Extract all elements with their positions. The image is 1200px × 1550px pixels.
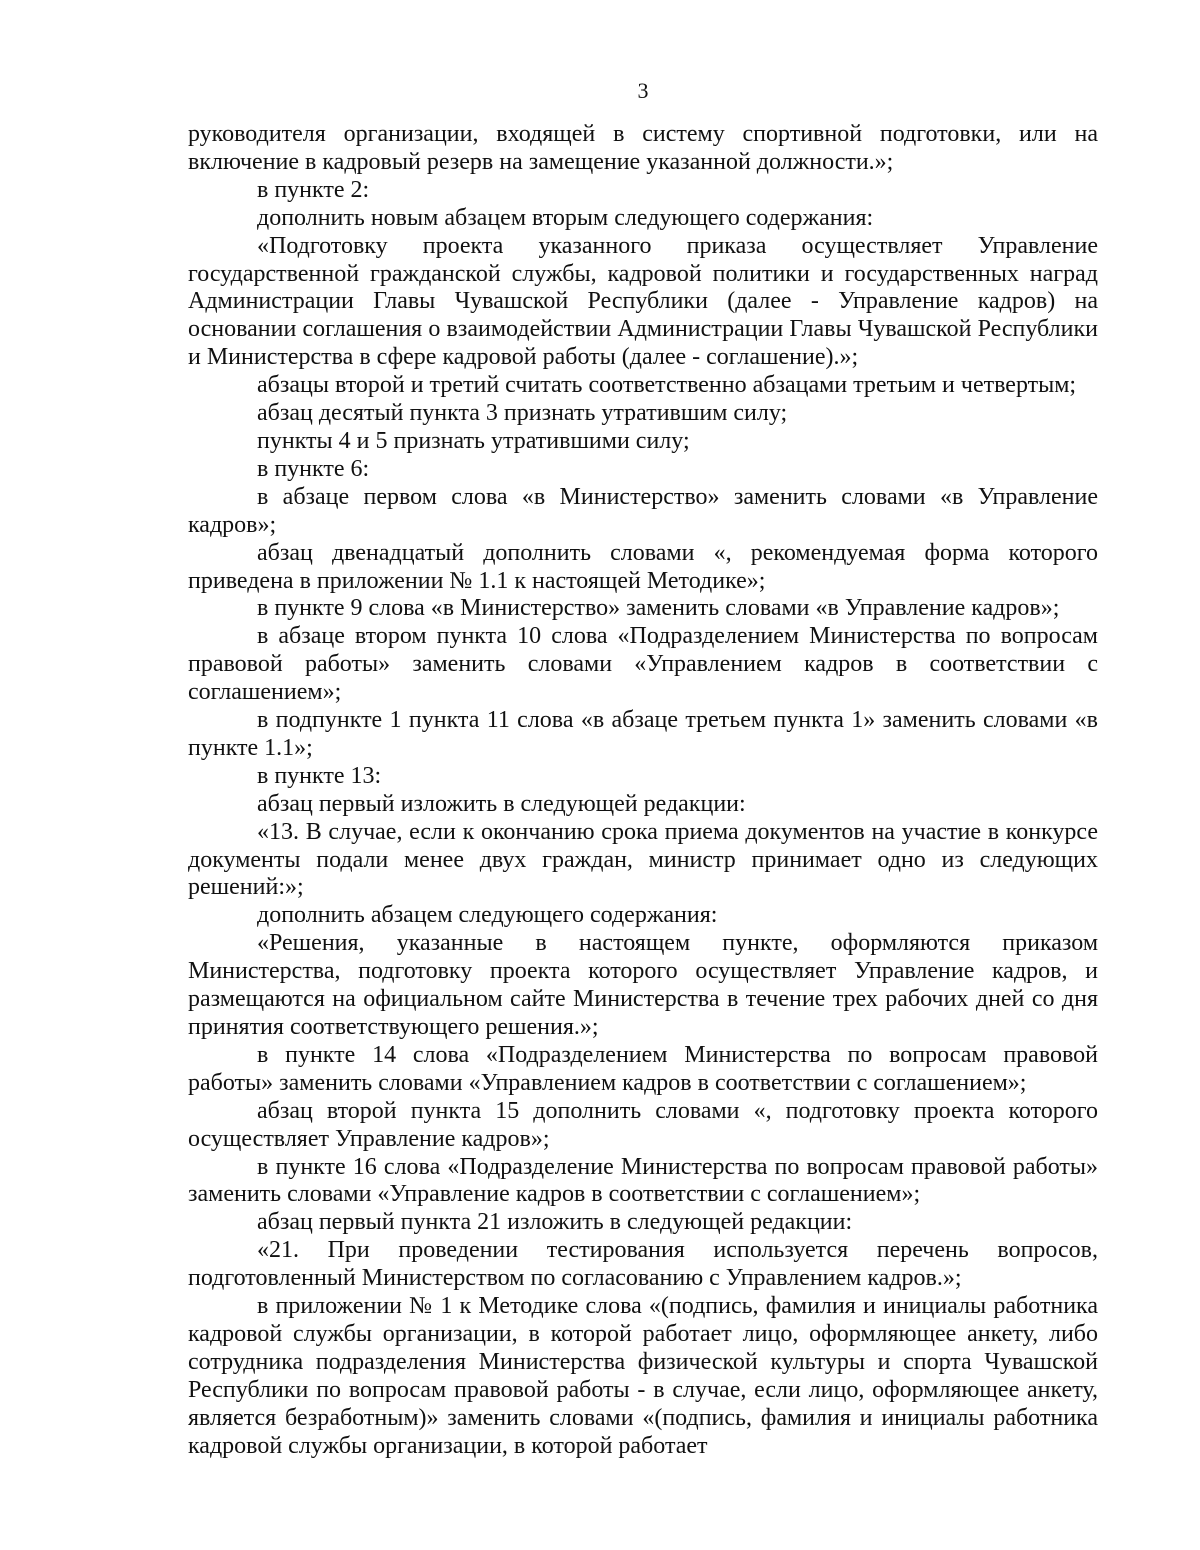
paragraph: в пункте 14 слова «Подразделением Министерства по вопросам правовой работы» заменить словами «Управлением кадров в соответствии с соглашением»; (188, 1041, 1098, 1096)
paragraph: абзацы второй и третий считать соответственно абзацами третьим и четвертым; (257, 372, 1077, 399)
paragraph: в пункте 2: (257, 176, 370, 203)
paragraph: руководителя организации, входящей в систему спортивной подготовки, или на включение в кадровый резерв на замещение указанной должности.»; (188, 121, 1098, 175)
paragraph: в пункте 13: (257, 762, 382, 789)
paragraph: абзац первый пункта 21 изложить в следующей редакции: (257, 1209, 853, 1236)
paragraph: дополнить абзацем следующего содержания: (257, 902, 718, 929)
paragraph: пункты 4 и 5 признать утратившими силу; (257, 427, 690, 454)
document-body (188, 121, 1098, 1461)
paragraph: «Подготовку проекта указанного приказа осуществляет Управление государственной гражданской службы, кадровой политики и государственных наград Администрации Главы Чувашской Республики (далее - Управление кадров) на основании соглашения о взаимодействии Администрации Главы Чувашской Республики и Министерства в сфере кадровой работы (далее - соглашение).»; (188, 232, 1098, 371)
paragraph: «13. В случае, если к окончанию срока приема документов на участие в конкурсе документы подали менее двух граждан, министр принимает одно из следующих решений:»; (188, 818, 1098, 901)
paragraph: дополнить новым абзацем вторым следующего содержания: (257, 204, 874, 231)
paragraph: в абзаце первом слова «в Министерство» заменить словами «в Управление кадров»; (188, 483, 1098, 538)
paragraph: в абзаце втором пункта 10 слова «Подразделением Министерства по вопросам правовой работы» заменить словами «Управлением кадров в соответствии с соглашением»; (188, 623, 1098, 706)
paragraph: «21. При проведении тестирования используется перечень вопросов, подготовленный Министерством по согласованию с Управлением кадров.»; (188, 1237, 1098, 1292)
paragraph: абзац десятый пункта 3 признать утратившим силу; (257, 400, 788, 427)
paragraph: в приложении № 1 к Методике слова «(подпись, фамилия и инициалы работника кадровой службы организации, в которой работает лицо, оформляющее анкету, либо сотрудника подразделения Министерства физической культуры и спорта Чувашской Республики по вопросам правовой работы - в случае, если лицо, оформляющее анкету, является безработным)» заменить словами «(подпись, фамилия и инициалы работника кадровой службы организации, в которой работает (188, 1293, 1098, 1459)
paragraph: «Решения, указанные в настоящем пункте, оформляются приказом Министерства, подготовку проекта которого осуществляет Управление кадров, и размещаются на официальном сайте Министерства в течение трех рабочих дней со дня принятия соответствующего решения.»; (188, 930, 1098, 1040)
paragraph: в пункте 9 слова «в Министерство» заменить словами «в Управление кадров»; (257, 595, 1060, 622)
paragraph: в подпункте 1 пункта 11 слова «в абзаце третьем пункта 1» заменить словами «в пункте 1.1»; (188, 707, 1098, 761)
paragraph: абзац двенадцатый дополнить словами «, рекомендуемая форма которого приведена в приложении № 1.1 к настоящей Методике»; (188, 539, 1098, 594)
paragraph: абзац второй пункта 15 дополнить словами «, подготовку проекта которого осуществляет Управление кадров»; (188, 1097, 1098, 1152)
paragraph: в пункте 6: (257, 455, 370, 482)
paragraph: в пункте 16 слова «Подразделение Министерства по вопросам правовой работы» заменить словами «Управление кадров в соответствии с соглашением»; (188, 1153, 1098, 1208)
paragraph: абзац первый изложить в следующей редакции: (257, 790, 746, 817)
page-number: 3 (637, 78, 649, 103)
